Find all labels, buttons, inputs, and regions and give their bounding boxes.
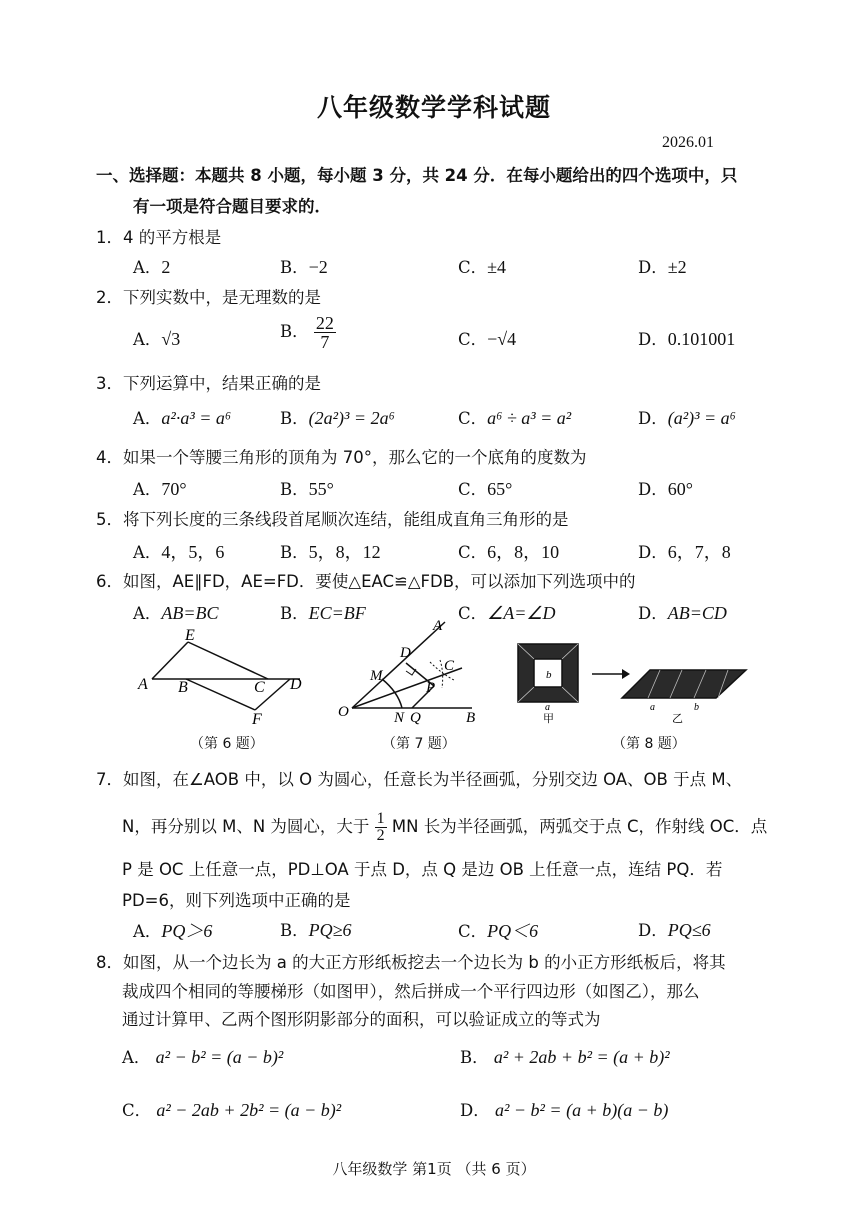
label-c: C [444,658,455,674]
q5-option-c: C．6，8，10 [458,542,560,562]
q1-option-c: C．±4 [458,257,507,277]
q8-option-b: B． a² + 2ab + b² = (a + b)² [460,1047,670,1067]
label-jia: 甲 [543,712,554,725]
question-8-line2: 裁成四个相同的等腰梯形（如图甲），然后拼成一个平行四边形（如图乙），那么 [122,982,700,1001]
label-a: A [138,676,148,693]
label-p: P [426,680,436,696]
label-e: E [185,627,195,644]
q1-option-a: A．2 [133,257,171,277]
label-b-jia: b [546,669,552,681]
section-heading-cont: 有一项是符合题目要求的． [133,197,331,216]
label-d: D [400,645,411,661]
q2-option-c: C．−√4 [458,329,517,349]
ray-oc [352,668,462,708]
question-7-line3: P 是 OC 上任意一点，PD⊥OA 于点 D，点 Q 是边 OB 上任意一点，连结 PQ．若 [122,860,723,879]
q7-option-c: C．PQ＜6 [458,921,539,941]
question-2: 2．下列实数中，是无理数的是 [96,288,321,307]
question-7-line4: PD=6，则下列选项中正确的是 [122,891,351,910]
label-a-jia: a [545,702,550,713]
q4-option-a: A．70° [133,479,187,499]
label-d: D [290,676,302,693]
page-title: 八年级数学学科试题 [316,93,551,122]
q8-option-d: D． a² − b² = (a + b)(a − b) [460,1100,669,1120]
line-ec [188,642,268,679]
question-7-line2: N，再分别以 M、N 为圆心，大于 $\frac{1}{2}$ MN 长为半径画弧，两弧交于点 C，作射线 OC．点 [122,810,768,844]
q4-option-b: B．55° [280,479,334,499]
q5-option-d: D．6，7，8 [638,542,731,562]
label-a-yi: a [650,702,655,713]
page-footer: 八年级数学 第1页 （共 6 页） [332,1160,536,1178]
label-yi: 乙 [672,712,683,725]
question-8: 8．如图，从一个边长为 a 的大正方形纸板挖去一个边长为 b 的小正方形纸板后，将其 [96,953,726,972]
label-n: N [394,710,405,726]
figure-6 [130,622,310,730]
question-7: 7．如图，在∠AOB 中，以 O 为圆心，任意长为半径画弧，分别交边 OA、OB 于点 M、 [96,770,743,789]
q3-option-d: D．(a²)³ = a⁶ [638,408,736,428]
label-c: C [254,679,265,696]
q3-option-c: C．a⁶ ÷ a³ = a² [458,408,572,428]
q6-option-d: D．AB=CD [638,603,727,623]
question-8-line3: 通过计算甲、乙两个图形阴影部分的面积，可以验证成立的等式为 [122,1010,601,1029]
label-o: O [338,704,349,720]
q6-option-c: C．∠A=∠D [458,603,556,623]
q6-option-a: A．AB=BC [133,603,219,623]
q7-option-a: A．PQ＞6 [133,921,213,941]
fraction-22-7: $\frac{22}{7}$ [315,313,334,352]
line-bf [186,679,255,710]
label-b: B [466,710,476,726]
label-b-yi: b [694,702,699,713]
q5-option-b: B．5，8，12 [280,542,381,562]
figure-8-yi [622,670,746,698]
label-q: Q [410,710,421,726]
section-heading: 一、选择题：本题共 8 小题，每小题 3 分，共 24 分．在每小题给出的四个选项中，只 [96,166,738,185]
question-1: 1．4 的平方根是 [96,228,222,247]
label-f: F [252,711,262,728]
q7-option-d: D．PQ≤6 [638,920,711,940]
question-5: 5．将下列长度的三条线段首尾顺次连结，能组成直角三角形的是 [96,510,569,529]
q2-option-b: B． $\frac{22}{7}$ [280,313,334,352]
q8-option-c: C． a² − 2ab + 2b² = (a − b)² [122,1100,342,1120]
q2-option-a: A．√3 [133,329,181,349]
q4-option-c: C．65° [458,479,513,499]
label-b: B [178,679,188,696]
q7-option-b: B．PQ≥6 [280,920,352,940]
q3-option-b: B．(2a²)³ = 2a⁶ [280,408,395,428]
figure-7 [330,612,490,730]
q6-option-b: B．EC=BF [280,603,366,623]
label-a: A [433,618,443,634]
arrow-icon [592,669,630,679]
question-3: 3．下列运算中，结果正确的是 [96,374,321,393]
exam-date: 2026.01 [662,134,714,151]
q1-option-b: B．−2 [280,257,328,277]
figure-8 [510,636,750,728]
q8-option-a: A． a² − b² = (a − b)² [122,1047,284,1067]
fraction-half: $\frac{1}{2}$ [376,810,385,844]
parallelogram [622,670,746,698]
line-ae [152,642,188,679]
q5-option-a: A．4，5，6 [133,542,225,562]
q4-option-d: D．60° [638,479,693,499]
question-4: 4．如果一个等腰三角形的顶角为 70°，那么它的一个底角的度数为 [96,448,587,467]
label-m: M [370,668,383,684]
arc-c2 [440,660,443,688]
question-6: 6．如图，AE∥FD，AE=FD．要使△EAC≌△FDB，可以添加下列选项中的 [96,572,636,591]
q2-option-d: D．0.101001 [638,329,736,349]
figure-8-caption: （第 8 题） [612,736,686,752]
q3-option-a: A．a²·a³ = a⁶ [133,408,232,428]
figure-7-caption: （第 7 题） [382,736,456,752]
figure-6-caption: （第 6 题） [190,736,264,752]
q1-option-d: D．±2 [638,257,687,277]
